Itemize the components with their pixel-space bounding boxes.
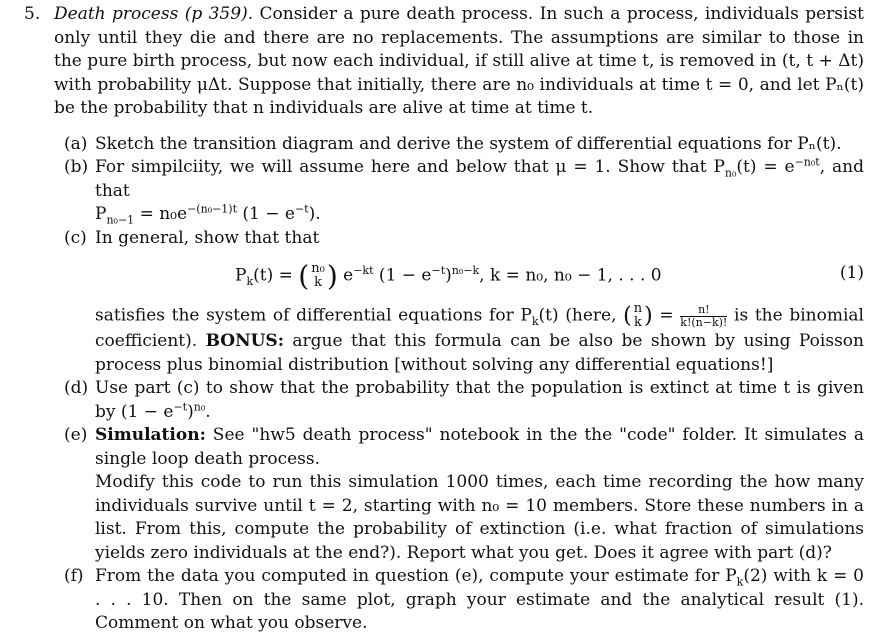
part-b-line2-sup: −(n₀−1)t (187, 202, 237, 216)
binom-bottom: k (314, 275, 322, 290)
part-f-sub: k (736, 575, 744, 589)
part-b-text1: For simpilciity, we will assume here and below that μ = 1. Show that P (95, 157, 725, 177)
part-f (64, 565, 864, 636)
part-a-text: Sketch the transition diagram and derive the system of differential equations for Pₙ(t). (95, 133, 842, 154)
binomial (311, 262, 325, 290)
part-d-end: . (205, 401, 211, 422)
part-b-text3: , and that (95, 157, 864, 201)
part-b-sub: n₀ (724, 166, 737, 180)
frac-num: n! (680, 304, 727, 317)
binom-top: n₀ (311, 261, 325, 276)
part-d-close: ) (187, 401, 194, 422)
part-a (64, 133, 864, 157)
part-a-label: (a) (64, 133, 88, 154)
part-f-label: (f) (64, 566, 84, 586)
part-c-text: In general, show that that (95, 227, 320, 248)
part-b-line2-c: (1 − e (237, 204, 295, 224)
part-b-text2: (t) = e (736, 157, 795, 177)
binom2-top: n (633, 301, 643, 316)
part-d (64, 377, 864, 424)
eq-close: ) (445, 265, 452, 286)
left-paren-2: ( (623, 303, 632, 329)
eq-exp3: n₀−k (451, 263, 480, 277)
right-paren: ) (326, 259, 338, 293)
part-e-label: (e) (64, 425, 88, 445)
problem-intro (54, 3, 864, 121)
problem-5 (24, 3, 864, 636)
left-paren: ( (298, 259, 310, 293)
part-b-exp: −n₀t (794, 155, 820, 169)
part-f-text: From the data you computed in question (e), compute your estimate for P (95, 566, 737, 586)
eq-lhs-sub: k (246, 274, 254, 288)
equation-1 (95, 250, 864, 302)
part-b-line2-b: = n₀e (134, 204, 188, 224)
part-c-after1-d: is the binomial coefficient). (95, 305, 864, 351)
equation-body (235, 259, 662, 293)
part-c-after1: satisfies the system of differential equations for P (95, 305, 532, 326)
part-f-text2: (2) with k = 0 . . . 10. Then on the same plot, graph your estimate and the analytical result (1). Comment on what you observe. (95, 566, 864, 633)
part-b (64, 156, 864, 227)
problem-title: Death process (p 359). (54, 4, 254, 24)
frac-den: k!(n−k)! (680, 315, 728, 329)
simulation-label: Simulation: (95, 425, 206, 445)
part-d-label: (d) (64, 378, 89, 398)
eq-range: , k = n₀, n₀ − 1, . . . 0 (479, 265, 662, 286)
parts-list (64, 133, 864, 636)
problem-number: 5. (24, 4, 41, 24)
right-paren-2: ) (644, 303, 653, 329)
part-c-after1-b: (t) (here, (538, 305, 624, 326)
part-b-line2-sub: n₀−1 (106, 213, 135, 227)
eq-exp1: −kt (353, 263, 374, 277)
binomial-fraction (680, 304, 727, 329)
part-b-line2-d: ). (308, 204, 321, 224)
part-b-line2-a: P (95, 204, 107, 224)
part-c (64, 227, 864, 378)
part-b-line2-sup2: −t (294, 202, 309, 216)
part-d-sup1: −t (173, 399, 188, 413)
eq-lhs: P (235, 265, 247, 286)
part-b-label: (b) (64, 157, 89, 177)
part-c-after1-sub: k (531, 314, 539, 328)
problem-intro-text: Consider a pure death process. In such a process, individuals persist only until they die and there are no replacements. The assumptions are similar to those in the pure birth process, but now each individual, if still alive at time t, is removed in (t, t + Δt) with probability μΔt. Suppose that initially, there are n₀ individuals at time t = 0, and let Pₙ(t) be the probability that n individuals are alive at time at time t. (54, 4, 864, 118)
eq-exp2: −t (431, 263, 446, 277)
part-c-label: (c) (64, 227, 87, 248)
bonus-text: argue that this formula can be also be shown by using Poisson process plus binomial distribution [without solving any differential equations!] (95, 331, 864, 375)
binomial-2 (634, 302, 642, 330)
part-d-text: Use part (c) to show that the probability that the population is extinct at time t is given by (1 − e (95, 378, 864, 422)
part-e-text1: See "hw5 death process" notebook in the the "code" folder. It simulates a single loop death process. (95, 425, 864, 469)
binom2-bottom: k (633, 315, 642, 330)
part-c-after1-c: = (652, 305, 681, 326)
part-d-sup2: n₀ (193, 399, 206, 413)
eq-lhs-rest: (t) = (253, 265, 299, 286)
part-e-text2: Modify this code to run this simulation 1000 times, each time recording the how many individuals survive until t = 2, starting with n₀ = 10 members. Store these numbers in a list. From this, compute the probability of extinction (i.e. what fraction of simulations yields zero individuals at the end?). Report what you get. Does it agree with part (d)? (95, 472, 864, 563)
bonus-label: BONUS: (205, 331, 284, 351)
eq-mid: (1 − e (373, 265, 432, 286)
eq-exp1-base: e (337, 265, 354, 286)
equation-number: (1) (839, 263, 864, 283)
part-e (64, 424, 864, 565)
